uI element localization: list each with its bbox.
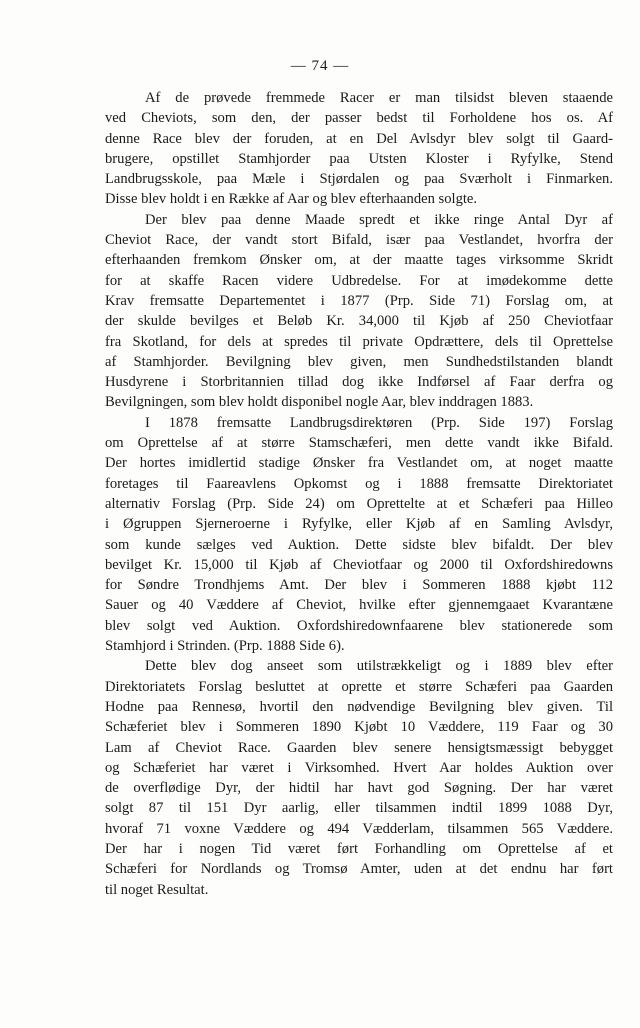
text-line: Direktoriatets Forslag besluttet at oprette et større Schæferi paa Gaarden — [105, 678, 613, 695]
text-line: Af de prøvede fremmede Racer er man tilsidst bleven staaende — [145, 90, 613, 106]
text-line: Lam af Cheviot Race. Gaarden blev senere hensigtsmæssigt bebygget — [105, 739, 613, 756]
text-line: blev solgt ved Auktion. Oxfordshiredownfaarene blev stationerede som — [105, 617, 613, 634]
text-line: Schæferiet blev i Sommeren 1890 Kjøbt 10 Væddere, 119 Faar og 30 — [105, 719, 613, 736]
text-line: I 1878 fremsatte Landbrugsdirektøren (Prp. Side 197) Forslag — [145, 414, 613, 431]
body-text — [105, 88, 613, 900]
text-line: brugere, opstillet Stamhjorder paa Utsten Kloster i Ryfylke, Stend — [105, 150, 613, 167]
text-line: i Øgruppen Sjerneroerne i Ryfylke, eller Kjøb af en Samling Avlsdyr, — [105, 516, 613, 533]
text-line: der skulde bevilges et Beløb Kr. 34,000 til Kjøb af 250 Cheviotfaar — [105, 313, 613, 330]
text-line: alternativ Forslag (Prp. Side 24) om Oprettelte at et Schæferi paa Hilleo — [105, 495, 613, 512]
paragraph — [105, 413, 613, 657]
text-line: for at skaffe Racen videre Udbredelse. For at imødekomme dette — [105, 272, 613, 289]
text-line: denne Race blev der foruden, at en Del Avlsdyr blev solgt til Gaard- — [105, 130, 613, 147]
text-line: ved Cheviots, som den, der passer bedst til Forholdene hos os. Af — [105, 110, 613, 127]
paragraph — [105, 656, 613, 900]
paragraph — [105, 210, 613, 413]
text-line: Dette blev dog anseet som utilstrækkeligt og i 1889 blev efter — [145, 658, 613, 675]
text-line: som kunde sælges ved Auktion. Dette sidste blev bifaldt. Der blev — [105, 536, 613, 553]
text-line: fra Skotland, for dels at spredes til private Opdrættere, dels til Oprettelse — [105, 333, 613, 350]
text-line: Bevilgningen, som blev holdt disponibel nogle Aar, blev inddragen 1883. — [105, 394, 534, 411]
text-line: solgt 87 til 151 Dyr aarlig, eller tilsammen indtil 1899 1088 Dyr, — [105, 800, 613, 817]
text-line: Krav fremsatte Departementet i 1877 (Prp. Side 71) Forslag om, at — [105, 292, 613, 309]
text-line: Landbrugsskole, paa Mæle i Stjørdalen og paa Sværholt i Finmarken. — [105, 171, 613, 188]
text-line: Sauer og 40 Væddere af Cheviot, hvilke efter gjennemgaaet Kvarantæne — [105, 597, 613, 614]
text-line: Stamhjord i Strinden. (Prp. 1888 Side 6). — [105, 638, 345, 655]
text-line: og Schæferiet har været i Virksomhed. Hvert Aar holdes Auktion over — [105, 759, 613, 776]
text-line: Der blev paa denne Maade spredt et ikke ringe Antal Dyr af — [145, 211, 613, 228]
text-line: Cheviot Race, der vandt stort Bifald, især paa Vestlandet, hvorfra der — [105, 232, 613, 249]
text-line: Der har i nogen Tid været ført Forhandling om Oprettelse af et — [105, 840, 613, 857]
text-line: Hodne paa Rennesø, hvortil den nødvendige Bevilgning blev given. Til — [105, 698, 613, 715]
page-number: — 74 — — [290, 58, 350, 74]
text-line: af Stamhjorder. Bevilgning blev given, men Sundhedstilstanden blandt — [105, 353, 613, 370]
text-line: bevilget Kr. 15,000 til Kjøb af Cheviotfaar og 2000 til Oxfordshiredowns — [105, 556, 613, 573]
text-line: Schæferi for Nordlands og Tromsø Amter, uden at det endnu har ført — [105, 861, 613, 878]
text-line: for Søndre Trondhjems Amt. Der blev i Sommeren 1888 kjøbt 112 — [105, 577, 613, 594]
paragraph — [105, 88, 613, 210]
text-line: Der hortes imidlertid stadige Ønsker fra Vestlandet om, at noget maatte — [105, 455, 613, 472]
text-line: foretages til Faareavlens Opkomst og i 1888 fremsatte Direktoriatet — [105, 475, 613, 492]
text-line: Husdyrene i Storbritannien tillad dog ikke Indførsel af Faar derfra og — [105, 374, 613, 391]
text-line: hvoraf 71 voxne Væddere og 494 Vædderlam, tilsammen 565 Væddere. — [105, 820, 613, 837]
text-line: de overflødige Dyr, der hidtil har havt god Søgning. Der har været — [105, 780, 613, 797]
text-line: til noget Resultat. — [105, 881, 209, 898]
text-line: om Oprettelse af at større Stamschæferi, men dette vandt ikke Bifald. — [105, 435, 613, 452]
text-line: efterhaanden fremkom Ønsker om, at der maatte tages virksomme Skridt — [105, 252, 613, 269]
text-line: Disse blev holdt i en Række af Aar og blev efterhaanden solgte. — [105, 191, 478, 208]
